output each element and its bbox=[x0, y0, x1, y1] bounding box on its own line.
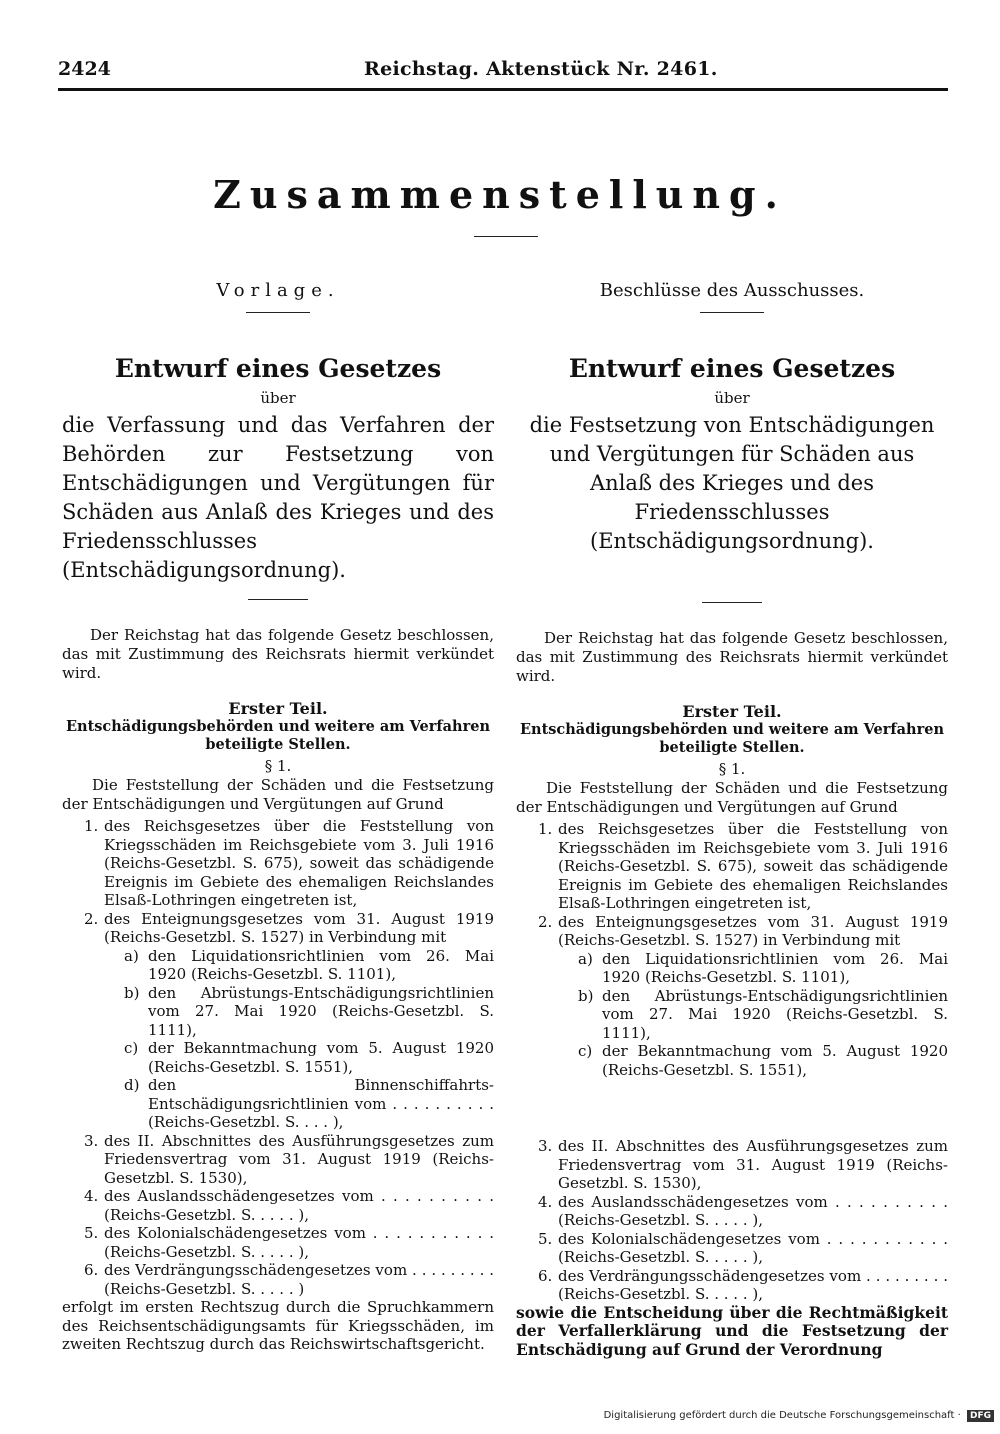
list-item: 1. des Reichsgesetzes über die Feststellung von Kriegsschäden im Reichsgebiete vom 3. Juli 1916 (Reichs-Gesetzbl. S. 675), soweit das schädigende Ereignis im Gebiete des ehemaligen Reichslandes Elsaß-Lothringen eingetreten ist, bbox=[84, 817, 494, 909]
part-title: Erster Teil. bbox=[228, 699, 328, 718]
list-item: 5. des Kolonialschädengesetzes vom . . . . . . . . . . . (Reichs-Gesetzbl. S. . . . . ), bbox=[538, 1229, 948, 1266]
column-heading-rule bbox=[246, 312, 310, 313]
paragraph-mark: § 1. bbox=[264, 757, 292, 775]
empty-gap bbox=[516, 1079, 948, 1137]
list-item: 6. des Verdrängungsschädengesetzes vom . . . . . . . . . (Reichs-Gesetzbl. S. . . . . ), bbox=[538, 1266, 948, 1303]
column-heading-vorlage: Vorlage. bbox=[216, 280, 340, 301]
right-column bbox=[516, 280, 948, 1359]
header-rule bbox=[58, 88, 948, 91]
law-ueber: über bbox=[260, 389, 296, 407]
list-item: 1. des Reichsgesetzes über die Feststellung von Kriegsschäden im Reichsgebiete vom 3. Juli 1916 (Reichs-Gesetzbl. S. 675), soweit das schädigende Ereignis im Gebiete des ehemaligen Reichslandes Elsaß-Lothringen eingetreten ist, bbox=[538, 820, 948, 912]
list-item: 2. des Enteignungsgesetzes vom 31. August 1919 (Reichs-Gesetzbl. S. 1527) in Verbindung mit bbox=[84, 909, 494, 946]
part-subtitle: Entschädigungsbehörden und weitere am Verfahren beteiligte Stellen. bbox=[65, 718, 491, 753]
left-column bbox=[62, 280, 494, 1354]
sub-item: a) den Liquidationsrichtlinien vom 26. Mai 1920 (Reichs-Gesetzbl. S. 1101), bbox=[124, 946, 494, 983]
sub-item: d) den Binnenschiffahrts-Entschädigungsrichtlinien vom . . . . . . . . . . (Reichs-Gesetzbl. S. . . . ), bbox=[124, 1076, 494, 1131]
closing-text: sowie die Entscheidung über die Rechtmäßigkeit der Verfallerklärung und die Festsetzung der Entschädigung auf Grund der Verordnung bbox=[516, 1302, 948, 1359]
closing-text: erfolgt im ersten Rechtszug durch die Spruchkammern des Reichsentschädigungsamts für Kriegsschäden, im zweiten Rechtszug durch das Reichswirtschaftsgericht. bbox=[62, 1298, 494, 1353]
digitization-footer: Digitalisierung gefördert durch die Deutsche Forschungsgemeinschaft · DFG bbox=[604, 1410, 994, 1422]
paragraph-intro: Die Feststellung der Schäden und die Festsetzung der Entschädigungen und Vergütungen auf Grund bbox=[62, 776, 494, 813]
law-rule bbox=[248, 599, 308, 600]
list-item: 3. des II. Abschnittes des Ausführungsgesetzes zum Friedensvertrag vom 31. August 1919 (Reichs-Gesetzbl. S. 1530), bbox=[538, 1137, 948, 1192]
list-item: 3. des II. Abschnittes des Ausführungsgesetzes zum Friedensvertrag vom 31. August 1919 (Reichs-Gesetzbl. S. 1530), bbox=[84, 1131, 494, 1187]
law-rule bbox=[702, 602, 762, 603]
law-description: die Festsetzung von Entschädigungen und Vergütungen für Schäden aus Anlaß des Krieges und des Friedensschlusses (Entschädigungsordnung). bbox=[529, 413, 935, 553]
paragraph-mark: § 1. bbox=[718, 760, 746, 778]
sub-item: c) der Bekanntmachung vom 5. August 1920 (Reichs-Gesetzbl. S. 1551), bbox=[124, 1039, 494, 1076]
sub-item: c) der Bekanntmachung vom 5. August 1920 (Reichs-Gesetzbl. S. 1551), bbox=[578, 1042, 948, 1079]
sub-item: a) den Liquidationsrichtlinien vom 26. Mai 1920 (Reichs-Gesetzbl. S. 1101), bbox=[578, 949, 948, 986]
paragraph-intro: Die Feststellung der Schäden und die Festsetzung der Entschädigungen und Vergütungen auf Grund bbox=[516, 779, 948, 816]
law-description: die Verfassung und das Verfahren der Behörden zur Festsetzung von Entschädigungen und Vergütungen für Schäden aus Anlaß des Krieges und des Friedensschlusses (Entschädigungsordnung). bbox=[62, 413, 494, 582]
law-title: Entwurf eines Gesetzes bbox=[114, 354, 442, 383]
enactment-clause: Der Reichstag hat das folgende Gesetz beschlossen, das mit Zustimmung des Reichsrats hiermit verkündet wird. bbox=[62, 626, 494, 682]
footer-text: Digitalisierung gefördert durch die Deutsche Forschungsgemeinschaft bbox=[603, 1410, 955, 1421]
column-heading-rule bbox=[700, 312, 764, 313]
main-title: Zusammenstellung. bbox=[213, 172, 787, 217]
list-item: 2. des Enteignungsgesetzes vom 31. August 1919 (Reichs-Gesetzbl. S. 1527) in Verbindung mit bbox=[538, 912, 948, 949]
enactment-clause: Der Reichstag hat das folgende Gesetz beschlossen, das mit Zustimmung des Reichsrats hiermit verkündet wird. bbox=[516, 629, 948, 685]
column-heading-beschluesse: Beschlüsse des Ausschusses. bbox=[599, 280, 865, 301]
part-title: Erster Teil. bbox=[682, 702, 782, 721]
list-item: 4. des Auslandsschädengesetzes vom . . . . . . . . . . (Reichs-Gesetzbl. S. . . . . ), bbox=[84, 1187, 494, 1224]
dfg-logo: DFG bbox=[967, 1410, 994, 1422]
law-title: Entwurf eines Gesetzes bbox=[568, 354, 896, 383]
law-ueber: über bbox=[714, 389, 750, 407]
sub-item: b) den Abrüstungs-Entschädigungsrichtlinien vom 27. Mai 1920 (Reichs-Gesetzbl. S. 1111), bbox=[578, 986, 948, 1042]
title-rule bbox=[474, 236, 538, 237]
page-header bbox=[58, 58, 948, 90]
list-item: 4. des Auslandsschädengesetzes vom . . . . . . . . . . (Reichs-Gesetzbl. S. . . . . ), bbox=[538, 1192, 948, 1229]
list-item: 6. des Verdrängungsschädengesetzes vom . . . . . . . . . (Reichs-Gesetzbl. S. . . . . ) bbox=[84, 1261, 494, 1298]
sub-item: b) den Abrüstungs-Entschädigungsrichtlinien vom 27. Mai 1920 (Reichs-Gesetzbl. S. 1111), bbox=[124, 983, 494, 1039]
running-title: Reichstag. Aktenstück Nr. 2461. bbox=[364, 58, 718, 80]
list-item: 5. des Kolonialschädengesetzes vom . . . . . . . . . . . (Reichs-Gesetzbl. S. . . . . ), bbox=[84, 1224, 494, 1261]
page-number: 2424 bbox=[58, 58, 111, 80]
part-subtitle: Entschädigungsbehörden und weitere am Verfahren beteiligte Stellen. bbox=[519, 721, 945, 756]
